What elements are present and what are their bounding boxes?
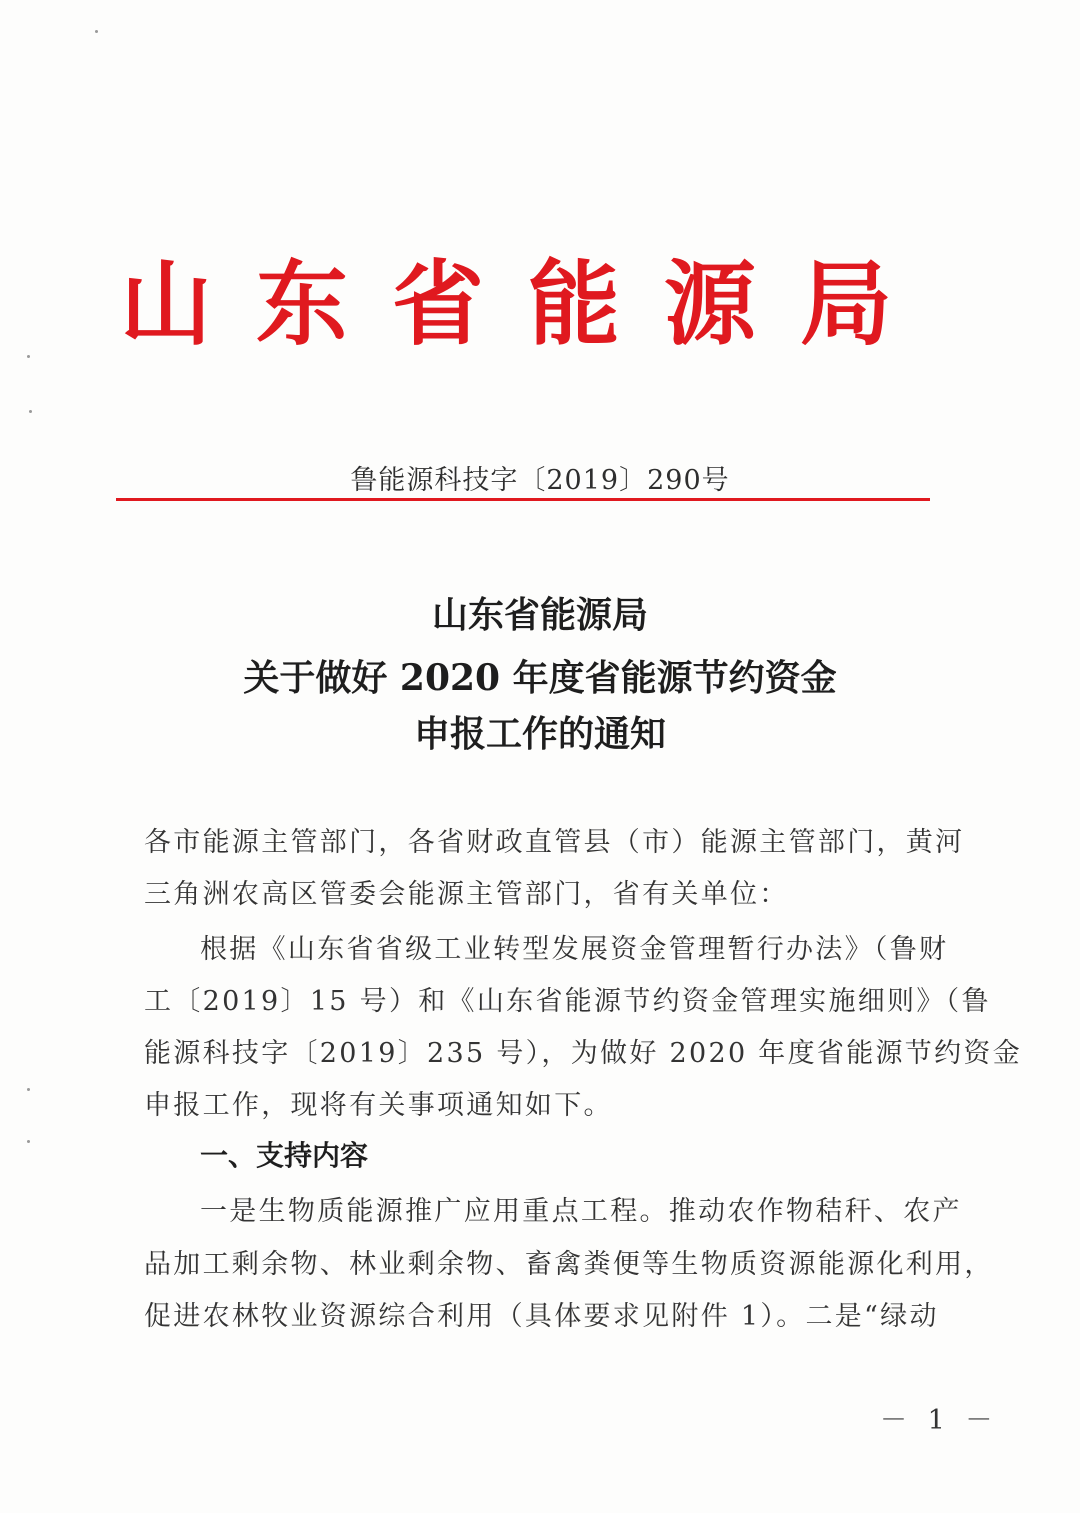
body-line: 能源科技字〔2019〕235 号），为做好 2020 年度省能源节约资金	[144, 1038, 1023, 1069]
body-line: 一是生物质能源推广应用重点工程。推动农作物秸秆、农产	[200, 1196, 962, 1227]
body-line: 三角洲农高区管委会能源主管部门，省有关单位：	[144, 879, 789, 910]
scan-speck	[27, 1140, 30, 1143]
body-line: 促进农林牧业资源综合利用（具体要求见附件 1）。二是“绿动	[144, 1301, 939, 1332]
scan-speck	[27, 1088, 30, 1091]
body-line: 申报工作，现将有关事项通知如下。	[144, 1090, 613, 1121]
body-line: 各市能源主管部门，各省财政直管县（市）能源主管部门，黄河	[144, 827, 965, 858]
body-line: 工〔2019〕15 号）和《山东省能源节约资金管理实施细则》（鲁	[144, 986, 991, 1017]
title-line-1: 山东省能源局	[431, 594, 648, 636]
red-divider-line	[116, 498, 930, 501]
scan-speck	[27, 355, 30, 358]
section-heading: 一、支持内容	[200, 1139, 369, 1172]
title-line-2: 关于做好 2020 年度省能源节约资金	[243, 657, 837, 699]
title-line-3: 申报工作的通知	[413, 713, 666, 755]
document-number: 鲁能源科技字〔2019〕290号	[350, 465, 730, 496]
body-line: 根据《山东省省级工业转型发展资金管理暂行办法》（鲁财	[200, 934, 949, 965]
page-number: － 1 －	[880, 1405, 999, 1436]
scan-speck	[95, 30, 98, 33]
body-line: 品加工剩余物、林业剩余物、畜禽粪便等生物质资源能源化利用，	[144, 1249, 994, 1280]
agency-header-title: 山东省能源局	[120, 251, 937, 358]
scan-speck	[29, 410, 32, 413]
